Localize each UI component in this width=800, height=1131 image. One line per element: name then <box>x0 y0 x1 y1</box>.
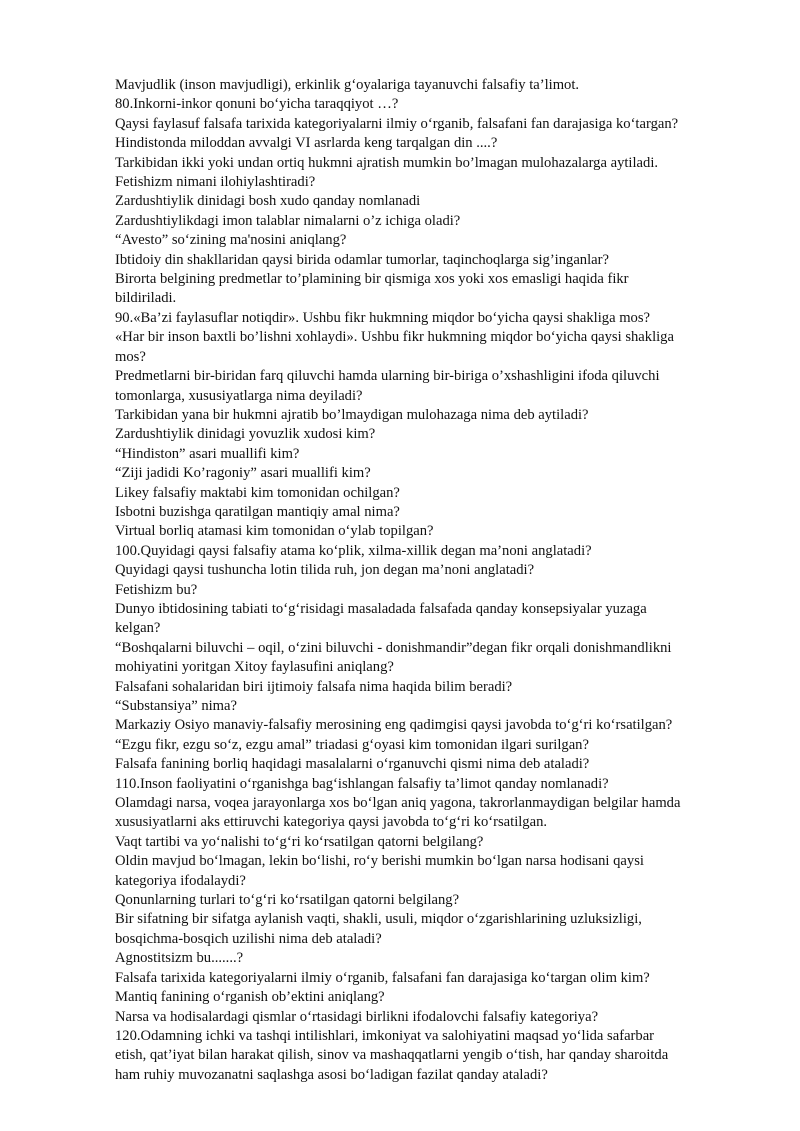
text-line: Dunyo ibtidosining tabiati to‘g‘risidagi masaladada falsafada qanday konsepsiyalar yuzaga <box>115 600 647 617</box>
text-line: mos? <box>115 348 146 365</box>
text-line: Fetishizm nimani ilohiylashtiradi? <box>115 174 316 191</box>
text-line: Mavjudlik (inson mavjudligi), erkinlik g‘oyalariga tayanuvchi falsafiy ta’limot. <box>115 77 580 93</box>
text-line: Bir sifatning bir sifatga aylanish vaqti, shakli, usuli, miqdor o‘zgarishlarining uzluksizligi, <box>115 911 642 928</box>
text-line: “Substansiya” nima? <box>115 698 237 714</box>
text-line: Tarkibidan yana bir hukmni ajratib bo’lmaydigan mulohazaga nima deb aytiladi? <box>115 406 589 423</box>
text-line: Birorta belgining predmetlar to’plamining bir qismiga xos yoki xos emasligi haqida fikr <box>115 271 629 288</box>
text-line: Narsa va hodisalardagi qismlar o‘rtasidagi birlikni ifodalovchi falsafiy kategoriya? <box>115 1008 599 1025</box>
text-line: 90.«Ba’zi faylasuflar notiqdir». Ushbu fikr hukmning miqdor bo‘yicha qaysi shakliga mos? <box>115 309 651 326</box>
text-line: Falsafa fanining borliq haqidagi masalalarni o‘rganuvchi qismi nima deb ataladi? <box>115 756 590 773</box>
text-line: mohiyatini yoritgan Xitoy faylasufini aniqlang? <box>115 659 394 676</box>
text-line: Hindistonda miloddan avvalgi VI asrlarda keng tarqalgan din ....? <box>115 135 498 152</box>
text-line: Olamdagi narsa, voqea jarayonlarga xos bo‘lgan aniq yagona, takrorlanmaydigan belgilar hamda <box>115 795 681 812</box>
text-line: Predmetlarni bir-biridan farq qiluvchi hamda ularning bir-biriga o’xshashligini ifoda qiluvchi <box>115 368 660 385</box>
text-line: Quyidagi qaysi tushuncha lotin tilida ruh, jon degan ma’noni anglatadi? <box>115 562 535 579</box>
text-line: Agnostitsizm bu.......? <box>115 950 244 967</box>
text-line: Zardushtiylik dinidagi yovuzlik xudosi kim? <box>115 426 376 443</box>
text-line: Fetishizm bu? <box>115 581 198 598</box>
text-line: Oldin mavjud bo‘lmagan, lekin bo‘lishi, ro‘y berishi mumkin bo‘lgan narsa hodisani qaysi <box>115 853 644 870</box>
text-line: Zardushtiylik dinidagi bosh xudo qanday nomlanadi <box>115 193 421 210</box>
text-line: Qaysi faylasuf falsafa tarixida kategoriyalarni ilmiy o‘rganib, falsafani fan darajasiga ko‘targan? <box>115 115 679 132</box>
text-line: “Ziji jadidi Ko’ragoniy” asari muallifi kim? <box>115 465 371 482</box>
text-line: “Ezgu fikr, ezgu so‘z, ezgu amal” triadasi g‘oyasi kim tomonidan ilgari surilgan? <box>115 736 589 753</box>
text-line: xususiyatlarni aks ettiruvchi kategoriya qaysi javobda to‘g‘ri ko‘rsatilgan. <box>115 814 548 831</box>
text-line: Falsafani sohalaridan biri ijtimoiy falsafa nima haqida bilim beradi? <box>115 678 513 695</box>
text-line: Virtual borliq atamasi kim tomonidan o‘ylab topilgan? <box>115 523 434 540</box>
text-line: kelgan? <box>115 620 161 637</box>
text-line: Likey falsafiy maktabi kim tomonidan ochilgan? <box>115 484 400 501</box>
text-line: 100.Quyidagi qaysi falsafiy atama ko‘plik, xilma-xillik degan ma’noni anglatadi? <box>115 542 592 559</box>
text-line: Vaqt tartibi va yo‘nalishi to‘g‘ri ko‘rsatilgan qatorni belgilang? <box>115 833 484 850</box>
text-line: “Avesto” so‘zining ma'nosini aniqlang? <box>115 232 347 249</box>
text-line: “Boshqalarni biluvchi – oqil, o‘zini biluvchi - donishmandir”degan fikr orqali donishmandlikni <box>115 639 672 656</box>
text-line: kategoriya ifodalaydi? <box>115 872 246 889</box>
text-line: Falsafa tarixida kategoriyalarni ilmiy o‘rganib, falsafani fan darajasiga ko‘targan olim kim? <box>115 969 650 986</box>
text-line: «Har bir inson baxtli bo’lishni xohlaydi». Ushbu fikr hukmning miqdor bo‘yicha qaysi shakliga <box>115 329 674 346</box>
text-line: bildiriladi. <box>115 290 177 307</box>
text-line: 110.Inson faoliyatini o‘rganishga bag‘ishlangan falsafiy ta’limot qanday nomlanadi? <box>115 775 609 792</box>
text-line: Isbotni buzishga qaratilgan mantiqiy amal nima? <box>115 503 400 520</box>
text-line: Zardushtiylikdagi imon talablar nimalarni o’z ichiga oladi? <box>115 212 461 229</box>
text-line: 120.Odamning ichki va tashqi intilishlari, imkoniyat va salohiyatini maqsad yo‘lida safarbar <box>115 1027 655 1044</box>
text-line: “Hindiston” asari muallifi kim? <box>115 445 300 462</box>
text-line: ham ruhiy muvozanatni saqlashga asosi bo‘ladigan fazilat qanday ataladi? <box>115 1066 548 1083</box>
text-line: bosqichma-bosqich uzilishi nima deb ataladi? <box>115 930 382 947</box>
text-line: Tarkibidan ikki yoki undan ortiq hukmni ajratish mumkin bo’lmagan mulohazalarga aytiladi. <box>115 154 659 171</box>
text-line: 80.Inkorni-inkor qonuni bo‘yicha taraqqiyot …? <box>115 96 399 113</box>
text-line: Markaziy Osiyo manaviy-falsafiy merosining eng qadimgisi qaysi javobda to‘g‘ri ko‘rsatilgan? <box>115 717 673 734</box>
text-line: Mantiq fanining o‘rganish ob’ektini aniqlang? <box>115 989 385 1006</box>
text-line: tomonlarga, xususiyatlarga nima deyiladi? <box>115 387 363 404</box>
text-line: etish, qat’iyat bilan harakat qilish, sinov va mashaqqatlarni yengib o‘tish, har qanday sharoitda <box>115 1047 669 1064</box>
text-line: Qonunlarning turlari to‘g‘ri ko‘rsatilgan qatorni belgilang? <box>115 892 460 909</box>
text-line: Ibtidoiy din shakllaridan qaysi birida odamlar tumorlar, taqinchoqlarga sig’inganlar? <box>115 251 609 268</box>
